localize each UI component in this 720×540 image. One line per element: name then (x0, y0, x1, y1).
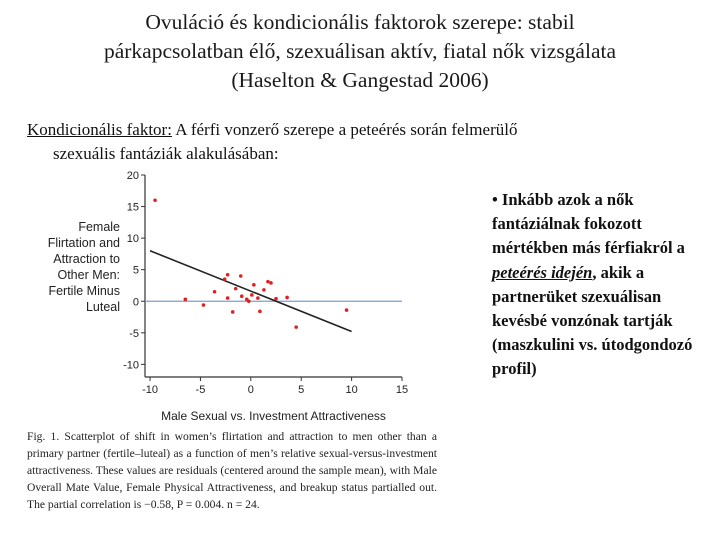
data-point (269, 281, 273, 285)
title-line-3: (Haselton & Gangestad 2006) (231, 68, 489, 92)
intro-text (27, 118, 697, 166)
data-point (223, 277, 227, 281)
y-axis-label-line: Flirtation and (47, 236, 120, 250)
data-point (285, 296, 289, 300)
y-tick-label: 20 (126, 170, 139, 182)
intro-text-2: szexuális fantáziák alakulásában: (53, 144, 279, 163)
data-point (250, 293, 254, 297)
data-point (258, 310, 262, 314)
bullet-text-2: , akik a partnerüket szexuálisan kevésbé vonzónak tartják (maszkulini vs. útodgondozó profil) (492, 262, 693, 379)
data-point (213, 290, 217, 294)
y-tick-label: 10 (126, 233, 139, 246)
data-point (239, 274, 243, 278)
figure-caption: Fig. 1. Scatterplot of shift in women’s flirtation and attraction to men other than a primary partner (fertile–luteal) as a function of men’s relative sexual-versus-investment attractiveness. These values are residuals (centered around the sample mean), with Male Overall Mate Value, Female Physical Attractiveness, and breakup status partialled out. The partial correlation is −0.58, P = 0.004. n = 24. (27, 430, 437, 511)
y-tick-label: -10 (123, 359, 139, 372)
y-tick-label: -5 (129, 327, 139, 340)
data-point (252, 283, 256, 287)
intro-label: Kondicionális faktor: (27, 120, 172, 139)
x-tick-label: -5 (195, 384, 206, 396)
y-tick-label: 0 (132, 296, 139, 309)
data-point (256, 296, 260, 300)
data-point (247, 299, 251, 303)
data-point (262, 288, 266, 292)
data-point (184, 298, 188, 302)
bullet-point (492, 188, 702, 382)
x-tick-label: 15 (395, 384, 409, 396)
y-axis-label-line: Other Men: (57, 268, 120, 282)
scatter-chart (0, 165, 440, 425)
title-line-2: párkapcsolatban élő, szexuálisan aktív, fiatal nők vizsgálata (103, 39, 617, 63)
regression-line (150, 251, 352, 332)
x-tick-label: 0 (247, 384, 254, 396)
y-axis-label-line: Female (78, 220, 120, 234)
bullet-marker: • (492, 190, 498, 209)
data-point (231, 310, 235, 314)
x-tick-label: 10 (345, 384, 358, 396)
y-tick-label: 5 (132, 264, 139, 277)
slide-title (20, 8, 700, 95)
data-point (226, 273, 230, 277)
data-point (202, 303, 206, 307)
data-point (234, 287, 238, 291)
data-point (153, 198, 157, 202)
y-axis-label-line: Attraction to (53, 252, 120, 266)
data-point (226, 296, 230, 300)
data-point (274, 297, 278, 301)
y-tick-label: 15 (126, 201, 139, 214)
y-axis-label-line: Fertile Minus (48, 284, 120, 298)
x-axis-label: Male Sexual vs. Investment Attractiveness (161, 409, 386, 423)
x-tick-label: 5 (298, 384, 305, 396)
y-axis-label-line: Luteal (85, 300, 120, 314)
bullet-emphasis: peteérés idején (492, 262, 593, 282)
data-point (345, 308, 349, 312)
x-tick-label: -10 (142, 384, 158, 396)
data-point (240, 294, 244, 298)
bullet-text-1: Inkább azok a nők fantáziálnak fokozott mértékben más férfiakról a (492, 190, 685, 258)
intro-text-1: A férfi vonzerő szerepe a peteérés során felmerülő (171, 120, 518, 139)
data-point (294, 325, 298, 329)
title-line-1: Ovuláció és kondicionális faktorok szerepe: stabil (145, 10, 575, 34)
